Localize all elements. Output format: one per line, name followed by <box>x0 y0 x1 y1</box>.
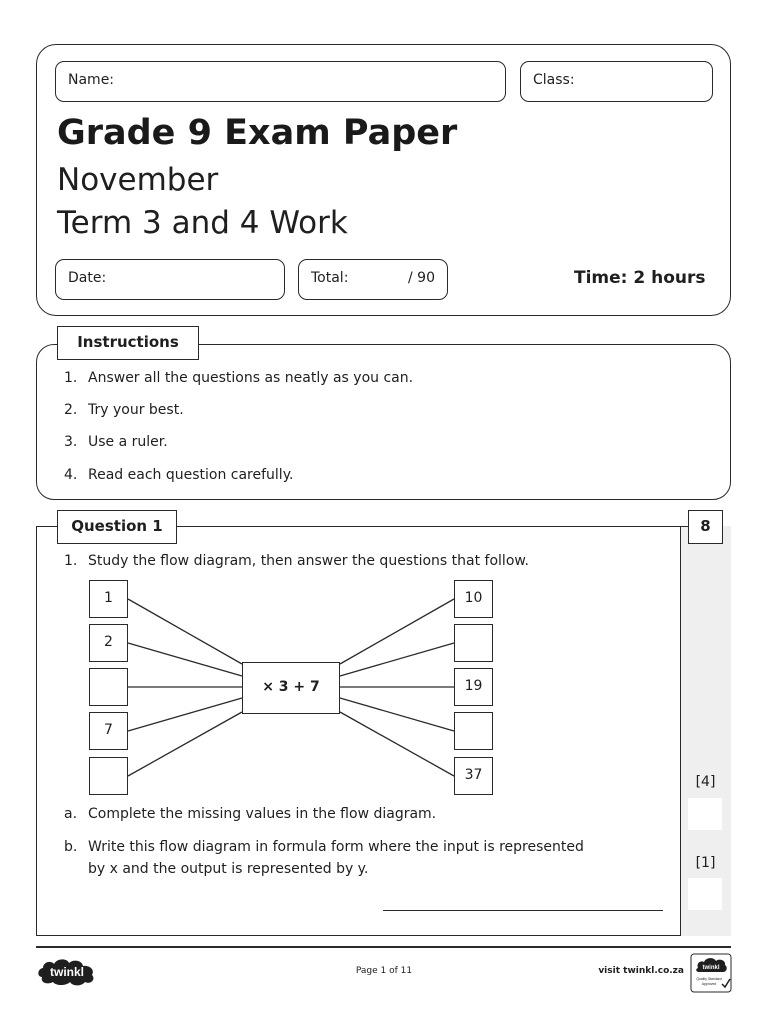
instruction-item <box>64 370 413 386</box>
instructions-heading: Instructions <box>57 326 199 360</box>
instruction-item <box>64 402 184 418</box>
flow-output-box[interactable]: 10 <box>454 580 493 618</box>
instruction-item <box>64 434 168 450</box>
total-label: Total: <box>311 270 349 286</box>
twinkl-logo <box>36 955 98 987</box>
instruction-item <box>64 467 293 483</box>
marks-box[interactable] <box>688 798 722 830</box>
flow-output-box[interactable]: 37 <box>454 757 493 795</box>
badge-caption: Quality Standard <box>696 977 722 981</box>
instruction-text: Use a ruler. <box>88 434 168 450</box>
date-label: Date: <box>68 270 107 286</box>
flow-output-box[interactable]: 19 <box>454 668 493 706</box>
page-subtitle-term: Term 3 and 4 Work <box>57 205 348 241</box>
marks-label: [4] <box>695 774 716 790</box>
question-total-marks: 8 <box>688 510 723 544</box>
instruction-number: 1. <box>64 370 78 386</box>
sub-question-letter: b. <box>64 839 78 855</box>
question-heading: Question 1 <box>57 510 177 544</box>
sub-question-text-continued: by x and the output is represented by y. <box>88 861 369 877</box>
name-label: Name: <box>68 72 115 88</box>
instruction-number: 4. <box>64 467 78 483</box>
flow-output-box[interactable] <box>454 712 493 750</box>
flow-input-box[interactable] <box>89 757 128 795</box>
total-value: / 90 <box>408 270 435 286</box>
site-link[interactable]: visit twinkl.co.za <box>598 966 684 976</box>
logo-text: twinkl <box>49 965 85 979</box>
question-prompt-text: Study the flow diagram, then answer the questions that follow. <box>88 553 529 569</box>
instruction-number: 2. <box>64 402 78 418</box>
flow-output-box[interactable] <box>454 624 493 662</box>
time-allowed: Time: 2 hours <box>574 268 706 288</box>
footer-rule <box>36 946 731 948</box>
total-field[interactable] <box>298 259 448 300</box>
date-field[interactable] <box>55 259 285 300</box>
class-label: Class: <box>533 72 575 88</box>
answer-line[interactable] <box>383 910 663 911</box>
badge-text: twinkl <box>702 965 720 971</box>
marks-label: [1] <box>695 855 716 871</box>
instruction-text: Answer all the questions as neatly as you can. <box>88 370 414 386</box>
question-prompt <box>64 550 529 572</box>
class-field[interactable] <box>520 61 713 102</box>
instruction-text: Try your best. <box>88 402 184 418</box>
flow-input-box[interactable]: 7 <box>89 712 128 750</box>
marks-column <box>680 526 731 936</box>
sub-question-a <box>64 803 436 825</box>
sub-question-b <box>64 836 584 880</box>
badge-caption: Approved <box>701 982 717 986</box>
page-subtitle-month: November <box>57 162 219 198</box>
quality-standard-badge <box>690 953 732 993</box>
marks-box[interactable] <box>688 878 722 910</box>
instruction-text: Read each question carefully. <box>88 467 294 483</box>
flow-input-box[interactable] <box>89 668 128 706</box>
instruction-number: 3. <box>64 434 78 450</box>
sub-question-text: Write this flow diagram in formula form where the input is represented <box>88 839 584 855</box>
flow-input-box[interactable]: 1 <box>89 580 128 618</box>
flow-operation-box: × 3 + 7 <box>242 662 340 714</box>
name-field[interactable] <box>55 61 506 102</box>
question-number: 1. <box>64 553 78 569</box>
flow-input-box[interactable]: 2 <box>89 624 128 662</box>
sub-question-text: Complete the missing values in the flow diagram. <box>88 806 437 822</box>
page-title: Grade 9 Exam Paper <box>57 113 458 153</box>
page-number: Page 1 of 11 <box>355 966 413 976</box>
sub-question-letter: a. <box>64 806 78 822</box>
